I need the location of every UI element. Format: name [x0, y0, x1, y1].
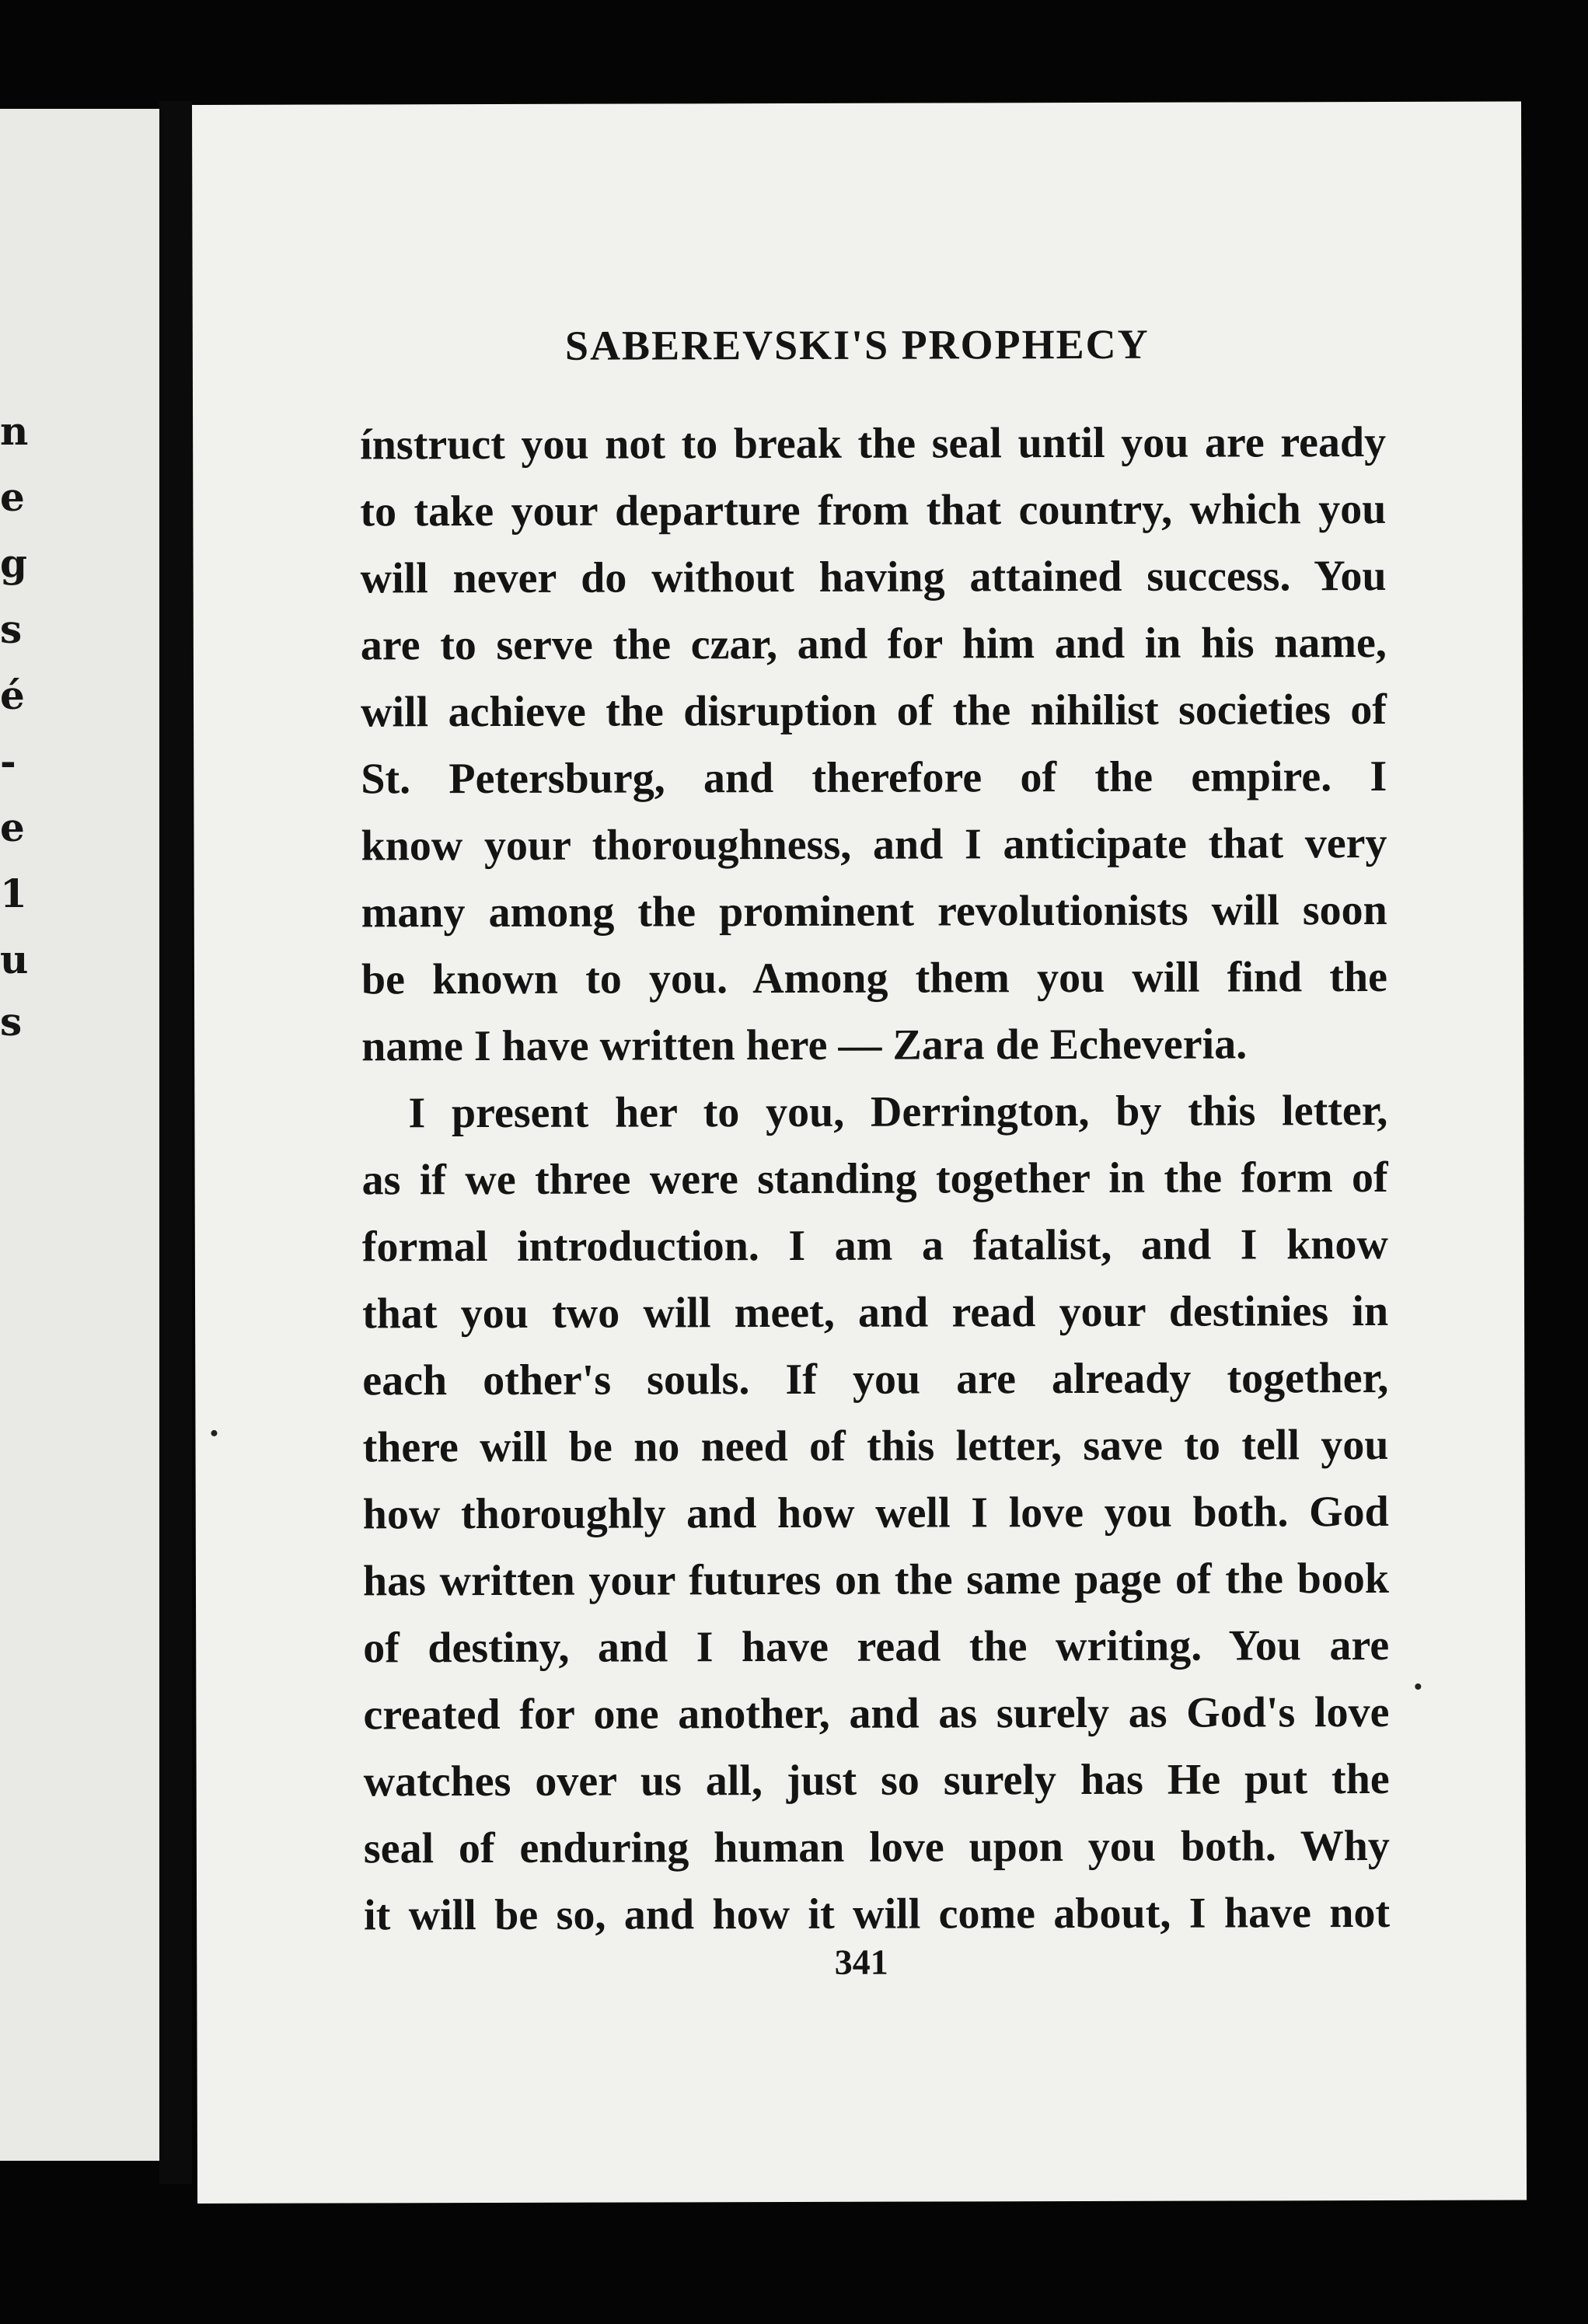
- text-line: St. Petersburg, and therefore of the empire. I: [361, 752, 1387, 804]
- text-line: seal of enduring human love upon you both. Why: [363, 1821, 1390, 1873]
- scan-speck: [211, 1430, 217, 1436]
- text-line: there will be no need of this letter, save to tell you: [362, 1420, 1389, 1472]
- book-page: [192, 102, 1527, 2204]
- text-line: it will be so, and how it will come about, I have not: [364, 1888, 1391, 1940]
- previous-page-fragment: n: [0, 408, 29, 454]
- previous-page-fragment: -: [0, 738, 16, 784]
- previous-page-fragment: u: [0, 937, 29, 982]
- text-line: has written your futures on the same page of the book: [362, 1554, 1390, 1606]
- text-line: many among the prominent revolutionists will soon: [361, 885, 1387, 937]
- text-line: that you two will meet, and read your destinies in: [361, 1286, 1389, 1338]
- text-line: of destiny, and I have read the writing. You are: [363, 1621, 1390, 1673]
- previous-page-fragment: s: [0, 606, 23, 652]
- previous-page-fragment: 1: [0, 871, 27, 916]
- previous-page-fragment: e: [0, 474, 25, 520]
- text-line: are to serve the czar, and for him and in his name,: [360, 618, 1387, 670]
- text-line: I present her to you, Derrington, by this letter,: [408, 1086, 1388, 1138]
- text-line: be known to you. Among them you will find the: [361, 952, 1388, 1004]
- previous-page-edge: [0, 109, 159, 2161]
- previous-page-fragment: é: [0, 672, 25, 718]
- text-line: formal introduction. I am a fatalist, and I know: [361, 1220, 1388, 1272]
- running-head: SABEREVSKI'S PROPHECY: [564, 320, 1150, 369]
- text-line: how thoroughly and how well I love you both. God: [362, 1487, 1389, 1539]
- text-line: as if we three were standing together in the form of: [361, 1153, 1388, 1205]
- text-line: watches over us all, just so surely has He put the: [363, 1754, 1390, 1806]
- text-line: each other's souls. If you are already together,: [362, 1353, 1389, 1405]
- scan-speck: [1415, 1684, 1421, 1690]
- text-line: name I have written here — Zara de Echeveria.: [361, 1020, 1248, 1071]
- body-text: [360, 409, 1390, 1949]
- text-line: know your thoroughness, and I anticipate that very: [361, 818, 1387, 871]
- previous-page-fragment: s: [0, 999, 23, 1045]
- text-line: created for one another, and as surely as God's love: [363, 1687, 1390, 1740]
- page-number: 341: [834, 1942, 888, 1982]
- previous-page-fragment: e: [0, 804, 25, 850]
- previous-page-fragment: g: [0, 540, 27, 586]
- text-line: will achieve the disruption of the nihilist societies of: [360, 685, 1387, 737]
- book-gutter: [159, 101, 192, 2184]
- text-line: will never do without having attained success. You: [360, 551, 1387, 603]
- text-line: ínstruct you not to break the seal until you are ready: [360, 417, 1387, 469]
- text-line: to take your departure from that country, which you: [360, 484, 1387, 536]
